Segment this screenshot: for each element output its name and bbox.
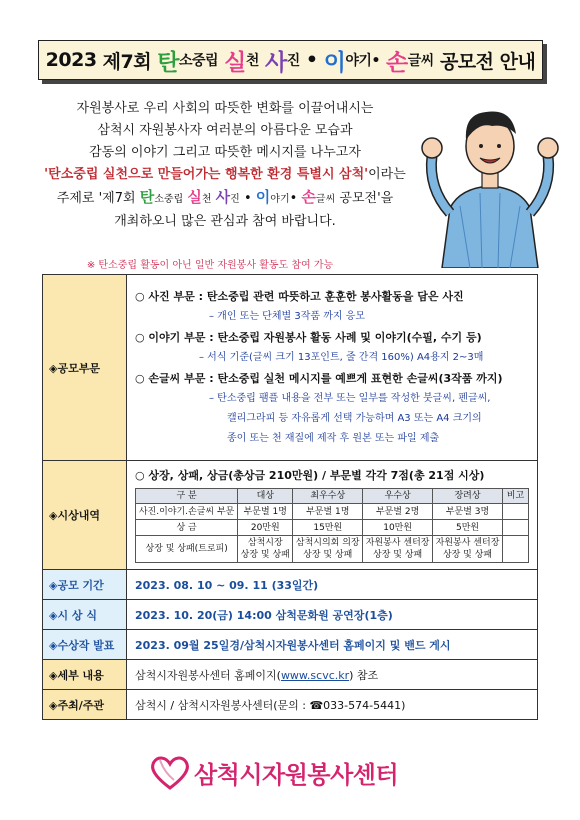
prize-cell: 상 금 [136,520,238,536]
title-w1-small: 소중립 [178,53,219,69]
intro-dot: • [243,191,252,206]
prize-cell: 5만원 [433,520,503,536]
intro-line-5-pre: 주제로 '제7회 [56,191,136,206]
intro-s3: 진 [230,194,240,205]
prize-table [135,488,529,563]
prize-cell: 상장 및 상패(트로피) [136,536,238,563]
ceremony-value: 2023. 10. 20(금) 14:00 삼척문화원 공연장(1층) [127,600,538,630]
prize-cell: 부문별 3명 [433,504,503,520]
host-label: ◈주최/주관 [43,690,127,720]
prize-cell: 10만원 [363,520,433,536]
winners-row [43,630,538,660]
intro-line-5 [20,186,430,211]
prize-row [136,536,529,563]
details-row [43,660,538,690]
details-post: ) 참조 [349,668,379,682]
prize-header-row [136,489,529,504]
title-w3-small: 진 [286,53,300,69]
details-label: ◈세부 내용 [43,660,127,690]
title-w3-big: 사 [265,49,287,76]
prize-header: 비고 [503,489,529,504]
intro-s1: 소중립 [154,194,184,205]
heart-logo-icon [150,754,190,790]
prize-header: 우수상 [363,489,433,504]
intro-theme: '탄소중립 실천으로 만들어가는 행복한 환경 특별시 삼척' [44,167,369,182]
intro-dot-2: • [289,191,298,206]
prize-cell [503,536,529,563]
awards-summary: ○ 상장, 상패, 상금(총상금 210만원) / 부문별 각각 7점(총 21점 시상) [135,469,485,482]
page-title [38,40,543,80]
prize-row [136,504,529,520]
prize-line: 상장 및 상패 [240,550,290,560]
title-w2-big: 실 [224,49,246,76]
details-pre: 삼척시자원봉사센터 홈페이지( [135,668,281,682]
footer-logo [150,752,440,792]
title-w5-small: 글씨 [407,53,434,69]
prize-cell [433,536,503,563]
winners-label: ◈수상작 발표 [43,630,127,660]
intro-line-4-rest: 이라는 [368,167,406,182]
intro-line-1: 자원봉사로 우리 사회의 따뜻한 변화를 이끌어내시는 [76,101,374,116]
prize-header: 대상 [238,489,293,504]
prize-cell: 부문별 1명 [293,504,363,520]
intro-b3: 사 [215,188,231,206]
prize-line: 상장 및 상패 [442,550,493,560]
prize-cell [503,504,529,520]
prize-cell [503,520,529,536]
intro-line-4 [20,164,430,186]
intro-line-6: 개최하오니 많은 관심과 참여 바랍니다. [114,214,336,229]
prize-header: 최우수상 [293,489,363,504]
contest-label: ◈공모부문 [43,275,127,461]
winners-value: 2023. 09월 25일경/삼척시자원봉사센터 홈페이지 및 밴드 게시 [127,630,538,660]
prize-line: 삼척시장 [247,538,283,548]
period-value: 2023. 08. 10 ~ 09. 11 (33일간) [127,570,538,600]
host-row [43,690,538,720]
intro-b4: 이 [255,188,271,206]
prize-cell [293,536,363,563]
title-year: 2023 [45,49,97,71]
photo-category: ○ 사진 부문 : 탄소중립 관련 따뜻하고 훈훈한 봉사활동을 담은 사진 [135,290,464,303]
prize-line: 삼척시의회 의장 [295,538,360,548]
awards-content [127,461,538,570]
intro-line-2: 삼척시 자원봉사자 여러분의 아름다운 모습과 [97,123,353,138]
intro-line-5-post: 공모전'을 [339,191,394,206]
photo-category-detail: – 개인 또는 단체별 3작품 까지 응모 [209,311,366,322]
prize-cell: 사진.이야기.손글씨 부문 [136,504,238,520]
prize-row [136,520,529,536]
handwriting-detail-3: 종이 또는 천 재질에 제작 후 원본 또는 파일 제출 [227,433,440,444]
contest-info-table [42,274,538,720]
story-category-detail: – 서식 기준(글씨 크기 13포인트, 줄 간격 160%) A4용지 2~3매 [199,352,484,363]
title-suffix: 공모전 안내 [439,50,536,73]
awards-row [43,461,538,570]
title-edition: 제7회 [102,50,152,73]
intro-s2: 천 [201,194,212,205]
intro-text [20,98,430,233]
handwriting-detail-2: 캘리그라피 등 자유롭게 선택 가능하며 A3 또는 A4 크기의 [227,413,482,424]
awards-label: ◈시상내역 [43,461,127,570]
contest-content [127,275,538,461]
prize-line: 자원봉사 센터장 [435,538,500,548]
homepage-link[interactable]: www.scvc.kr [280,668,350,682]
period-label: ◈공모 기간 [43,570,127,600]
prize-header: 구 분 [136,489,238,504]
org-name: 삼척시자원봉사센터 [194,760,399,789]
contest-row [43,275,538,461]
details-value [127,660,538,690]
handwriting-category: ○ 손글씨 부문 : 탄소중립 실천 메시지를 예쁘게 표현한 손글씨(3작품 까지) [135,372,503,385]
title-w1-big: 탄 [157,49,179,76]
prize-cell [238,536,293,563]
title-w4-small: 야기• [345,53,380,69]
host-value: 삼척시 / 삼척시자원봉사센터(문의 : ☎033-574-5441) [127,690,538,720]
ceremony-label: ◈시 상 식 [43,600,127,630]
intro-b1: 탄 [139,188,155,206]
intro-b5: 손 [301,188,316,206]
prize-cell [363,536,433,563]
intro-line-3: 감동의 이야기 그리고 따뜻한 메시지를 나누고자 [89,145,361,160]
prize-cell: 20만원 [238,520,293,536]
eligibility-note: ※ 탄소중립 활동이 아닌 일반 자원봉사 활동도 참여 가능 [86,260,334,271]
title-w2-small: 천 [245,53,259,69]
prize-header: 장려상 [433,489,503,504]
period-row [43,570,538,600]
cheering-person-illustration [420,88,560,268]
prize-line: 상장 및 상패 [373,550,423,560]
prize-cell: 부문별 2명 [363,504,433,520]
title-w5-big: 손 [386,49,408,76]
title-dot: • [305,49,318,71]
intro-s5: 글씨 [315,194,336,205]
handwriting-detail-1: – 탄소중립 팸플 내용을 전부 또는 일부를 작성한 붓글씨, 펜글씨, [209,393,491,404]
prize-line: 자원봉사 센터장 [365,538,430,548]
ceremony-row [43,600,538,630]
intro-s4: 야기 [270,194,290,205]
prize-cell: 부문별 1명 [238,504,293,520]
intro-b2: 실 [187,188,202,206]
title-w4-big: 이 [323,49,346,76]
prize-cell: 15만원 [293,520,363,536]
story-category: ○ 이야기 부문 : 탄소중립 자원봉사 활동 사례 및 이야기(수필, 수기 등) [135,331,482,344]
prize-line: 상장 및 상패 [303,550,353,560]
